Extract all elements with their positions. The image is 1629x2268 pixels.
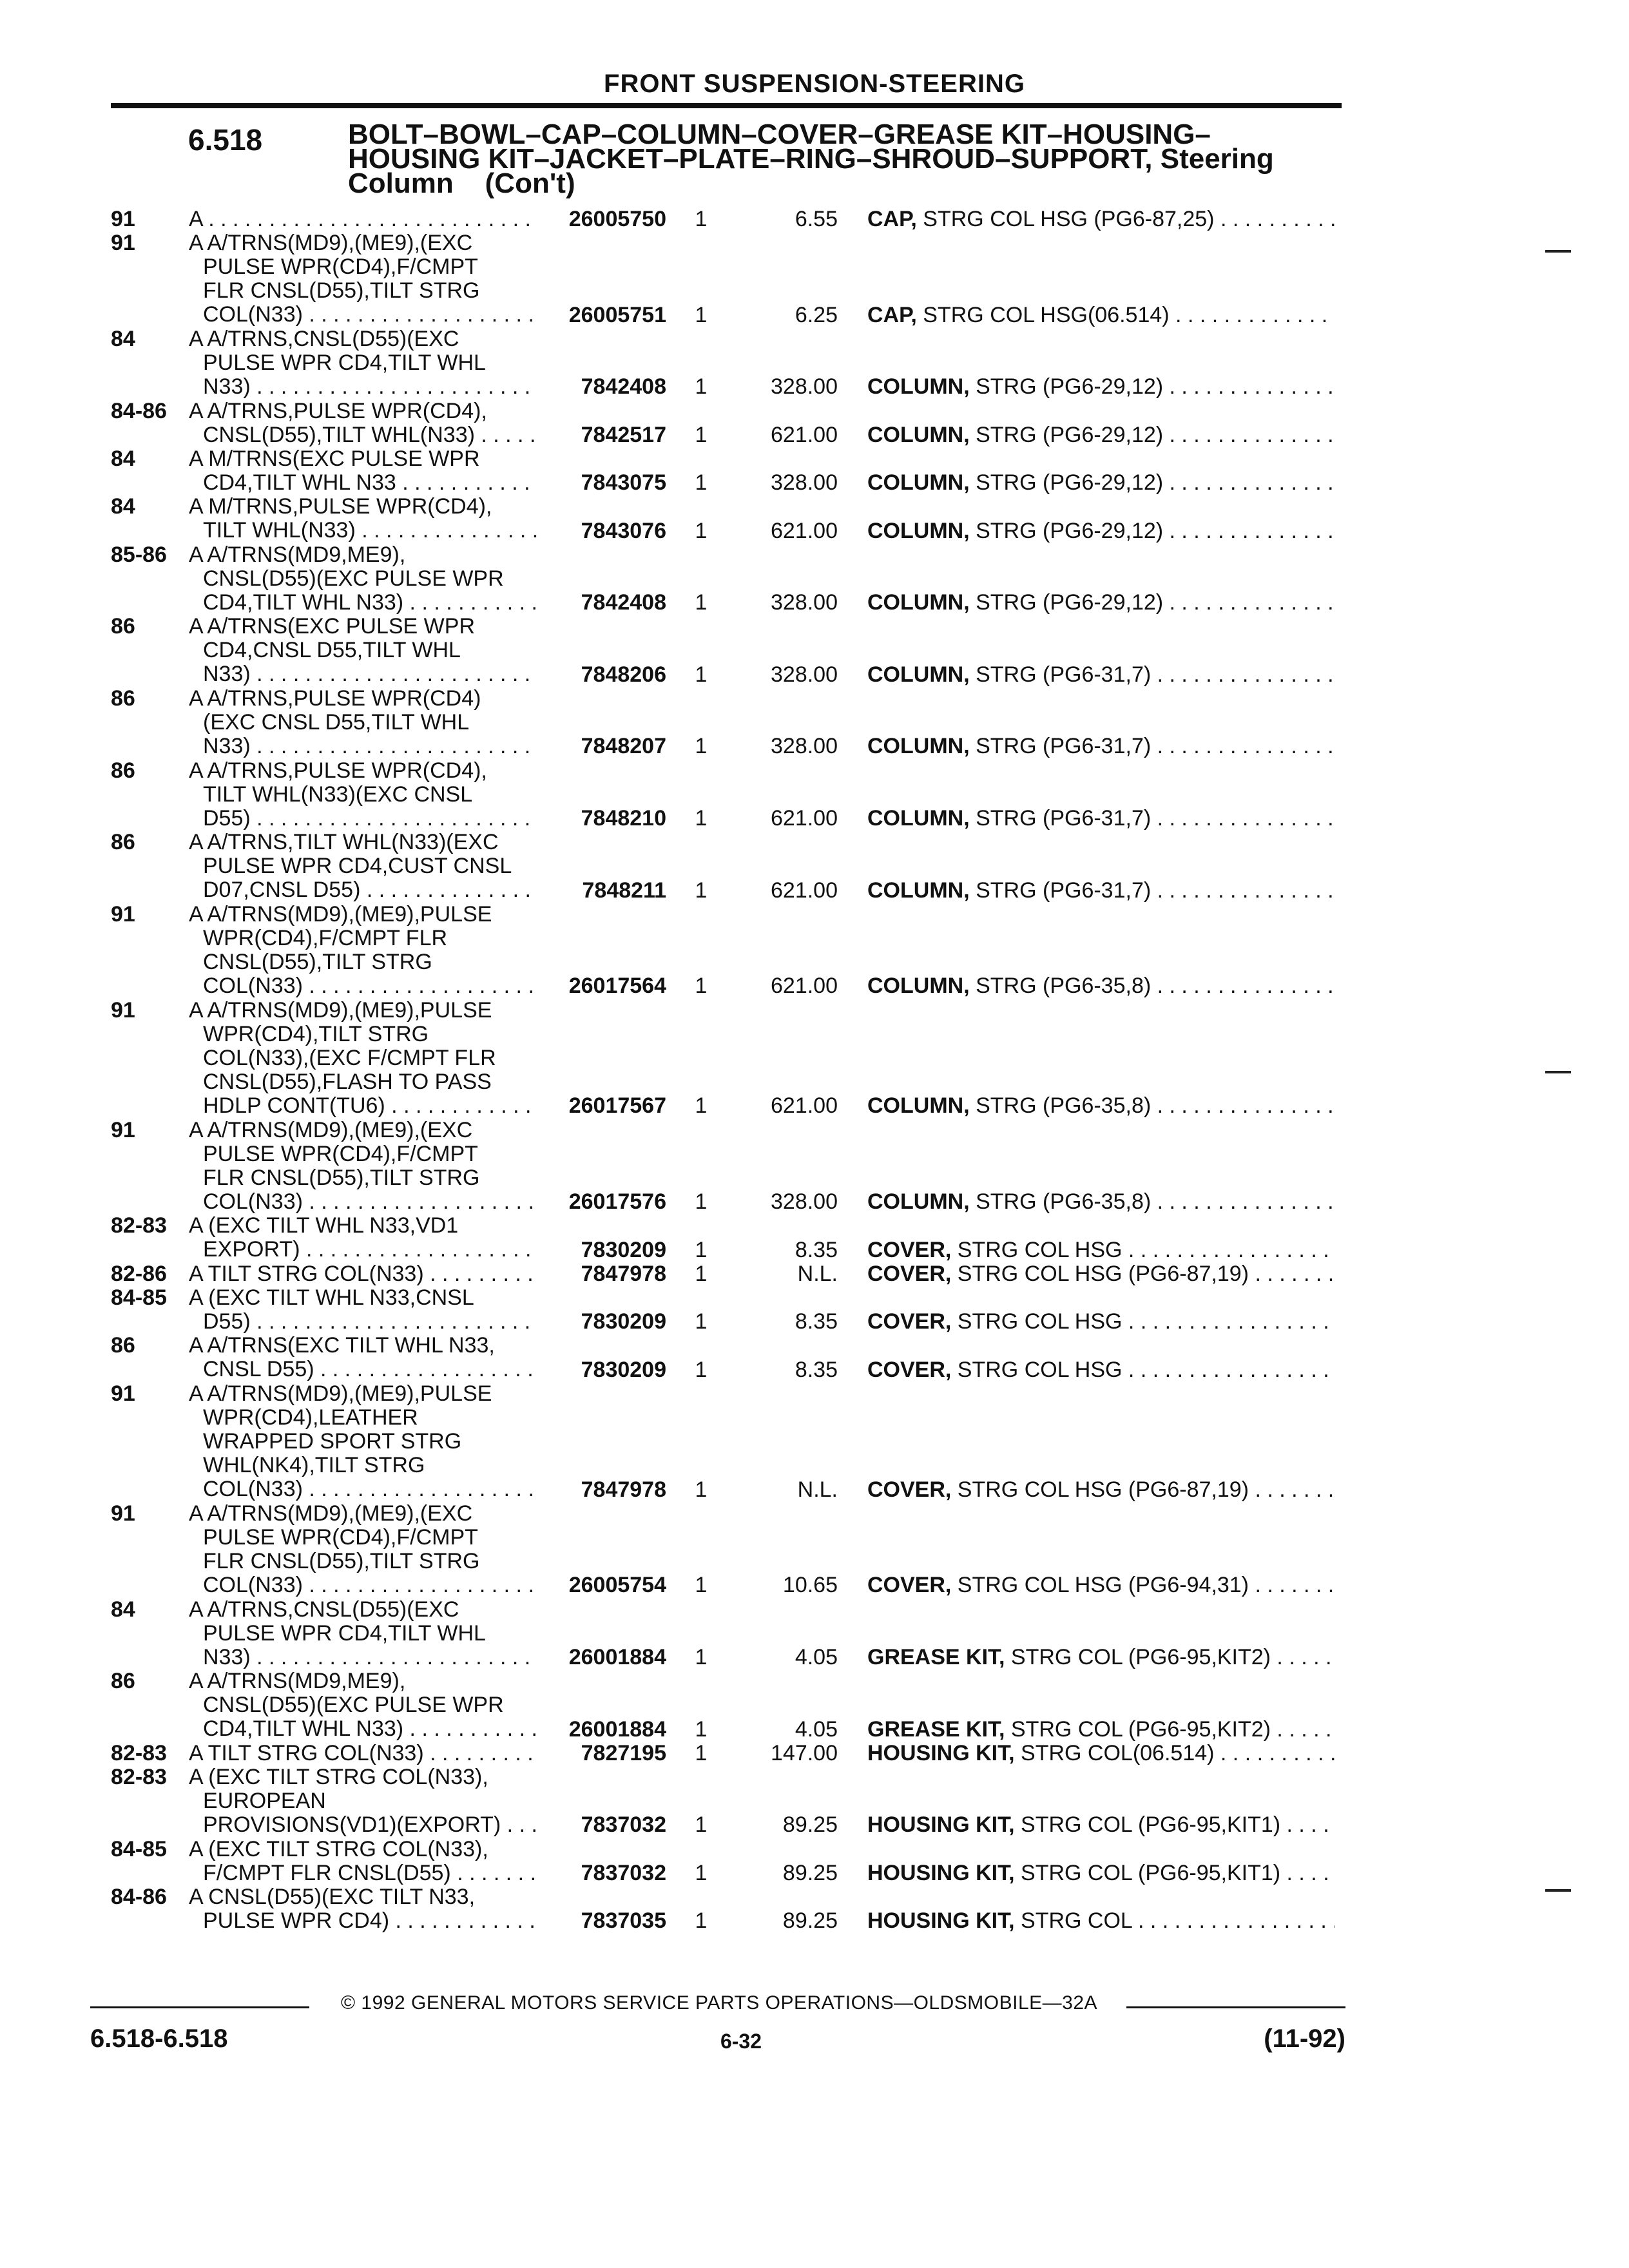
part-name-keyword: COVER, <box>867 1477 952 1502</box>
quantity: 1 <box>695 1716 708 1742</box>
description-line: CD4,CNSL D55,TILT WHL <box>203 639 461 663</box>
price: 10.65 <box>782 1573 838 1598</box>
part-name <box>867 1646 1335 1669</box>
model-year: 91 <box>111 901 135 927</box>
application-description <box>189 207 537 231</box>
description-line: A (EXC TILT STRG COL(N33), <box>189 1837 488 1861</box>
part-name <box>867 807 1335 831</box>
part-name <box>867 1310 1335 1334</box>
footer-rule-left <box>90 2006 309 2008</box>
model-year: 82-83 <box>111 1213 167 1238</box>
description-line: WHL(NK4),TILT STRG <box>203 1453 425 1477</box>
part-name-keyword: CAP, <box>867 207 917 231</box>
part-name-keyword: COLUMN, <box>867 662 970 687</box>
price: 328.00 <box>771 590 838 615</box>
application-description <box>189 543 537 615</box>
description-line: CNSL(D55),TILT WHL(N33) . . . <box>189 423 537 447</box>
part-name-detail: STRG (PG6-29,12) <box>969 471 1164 495</box>
application-description <box>189 1742 537 1765</box>
application-description <box>189 1885 537 1933</box>
part-number: 7827195 <box>539 1742 666 1765</box>
price: 328.00 <box>771 470 838 495</box>
description-line: PULSE WPR CD4,CUST CNSL <box>203 854 512 879</box>
description-line: COL(N33) . . . <box>189 1573 537 1597</box>
description-line: A A/TRNS,PULSE WPR(CD4), <box>189 399 487 423</box>
part-number: 26017567 <box>539 1094 666 1118</box>
application-description <box>189 327 537 399</box>
description-line: CD4,TILT WHL N33 . . . <box>189 471 537 495</box>
application-description <box>189 903 537 998</box>
application-description <box>189 495 537 543</box>
part-number: 26017564 <box>539 974 666 998</box>
part-name-keyword: COLUMN, <box>867 974 970 999</box>
description-line: CNSL D55) . . . <box>189 1358 537 1381</box>
part-name-detail: STRG COL (PG6-95,KIT2) <box>1005 1645 1271 1669</box>
part-name <box>867 1909 1335 1933</box>
margin-mark <box>1545 1889 1571 1892</box>
footer-section-range: 6.518-6.518 <box>90 2024 228 2053</box>
part-name <box>867 471 1335 495</box>
quantity: 1 <box>695 470 708 495</box>
model-year: 84 <box>111 1597 135 1622</box>
model-year: 91 <box>111 207 135 231</box>
price: 6.55 <box>795 207 838 231</box>
description-line: D07,CNSL D55) . . . <box>189 878 537 902</box>
description-line: A M/TRNS(EXC PULSE WPR <box>189 447 480 471</box>
part-name <box>867 519 1335 543</box>
description-line: EUROPEAN <box>203 1789 326 1813</box>
quantity: 1 <box>695 974 708 999</box>
application-description <box>189 399 537 447</box>
description-line: FLR CNSL(D55),TILT STRG <box>203 1549 480 1573</box>
description-line: TILT WHL(N33) . . . <box>189 519 537 543</box>
part-name-keyword: HOUSING KIT, <box>867 1861 1015 1885</box>
part-name-detail: STRG (PG6-31,7) <box>969 735 1152 759</box>
part-number: 7837035 <box>539 1909 666 1933</box>
description-line: A M/TRNS,PULSE WPR(CD4), <box>189 495 492 519</box>
description-line: COL(N33) . . . <box>189 1190 537 1214</box>
quantity: 1 <box>695 1573 708 1598</box>
quantity: 1 <box>695 805 708 831</box>
part-number: 7842408 <box>539 375 666 399</box>
description-line: A A/TRNS(EXC TILT WHL N33, <box>189 1334 495 1358</box>
part-name <box>867 1813 1335 1837</box>
part-name-detail: STRG (PG6-35,8) <box>969 1094 1152 1119</box>
application-description <box>189 687 537 758</box>
part-number: 7842408 <box>539 591 666 615</box>
quantity: 1 <box>695 1740 708 1765</box>
description-line: A A/TRNS,TILT WHL(N33)(EXC <box>189 831 499 855</box>
application-description <box>189 999 537 1118</box>
description-line: COL(N33) . . . <box>189 1477 537 1501</box>
price: 4.05 <box>795 1644 838 1669</box>
model-year: 86 <box>111 758 135 783</box>
part-number: 7830209 <box>539 1358 666 1382</box>
quantity: 1 <box>695 1189 708 1215</box>
section-number: 6.518 <box>188 123 263 157</box>
quantity: 1 <box>695 734 708 759</box>
model-year: 82-86 <box>111 1261 167 1286</box>
model-year: 86 <box>111 614 135 639</box>
price: 8.35 <box>795 1309 838 1334</box>
price: 89.25 <box>782 1860 838 1885</box>
description-line: A A/TRNS(MD9),(ME9),(EXC <box>189 231 473 256</box>
part-name-keyword: HOUSING KIT, <box>867 1741 1015 1765</box>
model-year: 84 <box>111 494 135 519</box>
part-number: 26005754 <box>539 1573 666 1597</box>
description-line: A . . . <box>189 207 537 231</box>
price: 8.35 <box>795 1357 838 1382</box>
model-year: 84 <box>111 447 135 471</box>
description-line: WPR(CD4),TILT STRG <box>203 1022 429 1046</box>
application-description <box>189 1334 537 1381</box>
description-line: FLR CNSL(D55),TILT STRG <box>203 1166 480 1190</box>
part-name-keyword: HOUSING KIT, <box>867 1813 1015 1838</box>
description-line: A A/TRNS(MD9),(ME9),(EXC <box>189 1118 473 1142</box>
quantity: 1 <box>695 1261 708 1286</box>
part-name-detail: STRG COL HSG (PG6-87,19) <box>951 1262 1249 1286</box>
part-name <box>867 1262 1335 1286</box>
part-name-keyword: COLUMN, <box>867 1094 970 1119</box>
part-number: 7830209 <box>539 1238 666 1262</box>
part-name-detail: STRG COL HSG <box>951 1310 1123 1334</box>
part-name-keyword: COLUMN, <box>867 471 970 495</box>
part-name-keyword: COVER, <box>867 1573 952 1598</box>
description-line: A A/TRNS(MD9,ME9), <box>189 1669 406 1694</box>
application-description <box>189 1382 537 1501</box>
quantity: 1 <box>695 878 708 903</box>
quantity: 1 <box>695 1309 708 1334</box>
quantity: 1 <box>695 518 708 543</box>
quantity: 1 <box>695 1093 708 1119</box>
part-name-detail: STRG COL(06.514) <box>1014 1741 1215 1765</box>
part-name-detail: STRG (PG6-31,7) <box>969 878 1152 903</box>
price: 147.00 <box>771 1740 838 1765</box>
description-line: COL(N33) . . . <box>189 303 537 327</box>
part-name-detail: STRG (PG6-29,12) <box>969 375 1164 399</box>
part-name <box>867 375 1335 399</box>
model-year: 84-86 <box>111 1885 167 1909</box>
price: 328.00 <box>771 662 838 687</box>
description-line: PULSE WPR(CD4),F/CMPT <box>203 255 478 280</box>
part-name <box>867 1478 1335 1502</box>
section-title-line: HOUSING KIT–JACKET–PLATE–RING–SHROUD–SUPPORT, Steering <box>348 143 1274 175</box>
section-title <box>348 119 1340 199</box>
description-line: A TILT STRG COL(N33) . . . <box>189 1742 537 1765</box>
model-year: 91 <box>111 997 135 1023</box>
margin-mark <box>1545 250 1571 253</box>
part-name-detail: STRG COL HSG (PG6-87,25) <box>916 207 1215 231</box>
description-line: CNSL(D55),TILT STRG <box>203 950 432 974</box>
description-line: A TILT STRG COL(N33) . . . <box>189 1262 537 1286</box>
quantity: 1 <box>695 374 708 399</box>
model-year: 86 <box>111 686 135 711</box>
part-name-detail: STRG (PG6-29,12) <box>969 519 1164 543</box>
price: 8.35 <box>795 1237 838 1262</box>
part-name-detail: STRG (PG6-29,12) <box>969 423 1164 447</box>
application-description <box>189 1765 537 1837</box>
footer-rule-right <box>1126 2006 1345 2008</box>
description-line: A A/TRNS(EXC PULSE WPR <box>189 615 475 639</box>
application-description <box>189 759 537 831</box>
part-name-detail: STRG (PG6-35,8) <box>969 974 1152 999</box>
part-name <box>867 303 1335 327</box>
part-name <box>867 974 1335 998</box>
price: 621.00 <box>771 518 838 543</box>
application-description <box>189 1286 537 1334</box>
part-name-keyword: COLUMN, <box>867 423 970 447</box>
description-line: PULSE WPR CD4) . . . <box>189 1909 537 1933</box>
quantity: 1 <box>695 1477 708 1502</box>
description-line: CNSL(D55),FLASH TO PASS <box>203 1070 492 1094</box>
section-title-line: Column (Con't) <box>348 168 575 199</box>
quantity: 1 <box>695 590 708 615</box>
quantity: 1 <box>695 1644 708 1669</box>
quantity: 1 <box>695 422 708 447</box>
model-year: 85-86 <box>111 542 167 567</box>
part-name-keyword: GREASE KIT, <box>867 1717 1005 1742</box>
header-rule <box>111 103 1342 108</box>
application-description <box>189 1669 537 1741</box>
model-year: 86 <box>111 1669 135 1694</box>
part-name-keyword: COVER, <box>867 1358 952 1382</box>
part-name-detail: STRG COL (PG6-95,KIT2) <box>1005 1717 1271 1742</box>
part-name-keyword: CAP, <box>867 303 917 327</box>
part-name-keyword: COLUMN, <box>867 806 970 831</box>
description-line: CD4,TILT WHL N33) . . . <box>189 1717 537 1741</box>
quantity: 1 <box>695 662 708 687</box>
model-year: 84-85 <box>111 1836 167 1861</box>
quantity: 1 <box>695 207 708 231</box>
part-name-keyword: COVER, <box>867 1238 952 1262</box>
application-description <box>189 1214 537 1262</box>
description-line: A A/TRNS(MD9),(ME9),PULSE <box>189 998 492 1023</box>
application-description <box>189 447 537 495</box>
part-name <box>867 1358 1335 1382</box>
quantity: 1 <box>695 1812 708 1838</box>
model-year: 84-86 <box>111 398 167 423</box>
part-name <box>867 1718 1335 1742</box>
description-line: COL(N33) . . . <box>189 974 537 998</box>
part-name-detail: STRG (PG6-35,8) <box>969 1190 1152 1215</box>
application-description <box>189 231 537 327</box>
part-name-keyword: COVER, <box>867 1262 952 1286</box>
part-number: 26001884 <box>539 1646 666 1669</box>
part-name-detail: STRG COL HSG <box>951 1238 1123 1262</box>
description-line: D55) . . . <box>189 807 537 831</box>
part-number: 7848211 <box>539 879 666 903</box>
model-year: 82-83 <box>111 1740 167 1765</box>
description-line: TILT WHL(N33)(EXC CNSL <box>203 782 473 807</box>
part-number: 26005750 <box>539 207 666 231</box>
part-number: 26005751 <box>539 303 666 327</box>
price: 621.00 <box>771 878 838 903</box>
part-name-keyword: COLUMN, <box>867 591 970 615</box>
part-name-detail: STRG COL <box>1014 1909 1132 1934</box>
part-name-detail: STRG COL HSG(06.514) <box>916 303 1170 327</box>
application-description <box>189 1119 537 1214</box>
price: 6.25 <box>795 302 838 327</box>
part-name-keyword: COLUMN, <box>867 878 970 903</box>
part-name <box>867 591 1335 615</box>
description-line: N33) . . . <box>189 735 537 758</box>
part-number: 7848206 <box>539 663 666 687</box>
model-year: 91 <box>111 1381 135 1406</box>
description-line: A A/TRNS,CNSL(D55)(EXC <box>189 327 459 351</box>
price: 621.00 <box>771 422 838 447</box>
model-year: 82-83 <box>111 1765 167 1789</box>
part-name-detail: STRG (PG6-31,7) <box>969 806 1152 831</box>
part-name <box>867 1238 1335 1262</box>
part-number: 7843076 <box>539 519 666 543</box>
margin-mark <box>1545 1071 1571 1073</box>
price: 4.05 <box>795 1716 838 1742</box>
price: 328.00 <box>771 734 838 759</box>
description-line: A A/TRNS(MD9),(ME9),PULSE <box>189 902 492 927</box>
part-number: 7848207 <box>539 735 666 758</box>
description-line: N33) . . . <box>189 375 537 399</box>
part-name-keyword: COLUMN, <box>867 1190 970 1215</box>
description-line: CD4,TILT WHL N33) . . . <box>189 591 537 615</box>
part-name-keyword: COLUMN, <box>867 735 970 759</box>
description-line: A A/TRNS,PULSE WPR(CD4) <box>189 687 481 711</box>
model-year: 84 <box>111 327 135 351</box>
model-year: 84-85 <box>111 1285 167 1310</box>
price: 89.25 <box>782 1812 838 1838</box>
description-line: A A/TRNS(MD9),(ME9),(EXC <box>189 1501 473 1526</box>
description-line: PULSE WPR CD4,TILT WHL <box>203 1621 486 1646</box>
description-line: PULSE WPR CD4,TILT WHL <box>203 351 486 375</box>
description-line: A A/TRNS(MD9,ME9), <box>189 543 406 567</box>
page-header-title: FRONT SUSPENSION-STEERING <box>604 70 1025 98</box>
quantity: 1 <box>695 1860 708 1885</box>
part-name-keyword: GREASE KIT, <box>867 1645 1005 1669</box>
description-line: CNSL(D55)(EXC PULSE WPR <box>203 566 504 591</box>
description-line: N33) . . . <box>189 662 537 686</box>
part-name <box>867 423 1335 447</box>
part-number: 7837032 <box>539 1861 666 1885</box>
part-name <box>867 735 1335 758</box>
application-description <box>189 1838 537 1885</box>
description-line: PULSE WPR(CD4),F/CMPT <box>203 1525 478 1550</box>
description-line: N33) . . . <box>189 1646 537 1669</box>
description-line: COL(N33),(EXC F/CMPT FLR <box>203 1046 496 1070</box>
description-line: PROVISIONS(VD1)(EXPORT) . . . <box>189 1813 537 1837</box>
part-number: 7843075 <box>539 471 666 495</box>
model-year: 86 <box>111 830 135 855</box>
footer-copyright: © 1992 GENERAL MOTORS SERVICE PARTS OPERATIONS—OLDSMOBILE—32A <box>340 1992 1098 2013</box>
section-title-line: BOLT–BOWL–CAP–COLUMN–COVER–GREASE KIT–HOUSING– <box>348 119 1211 150</box>
model-year: 91 <box>111 1501 135 1526</box>
part-name <box>867 1190 1335 1214</box>
model-year: 91 <box>111 231 135 256</box>
part-number: 7848210 <box>539 807 666 831</box>
description-line: A A/TRNS,PULSE WPR(CD4), <box>189 758 487 783</box>
part-number: 26001884 <box>539 1718 666 1742</box>
part-number: 7847978 <box>539 1478 666 1502</box>
model-year: 91 <box>111 1117 135 1142</box>
price: 328.00 <box>771 1189 838 1215</box>
description-line: WPR(CD4),LEATHER <box>203 1405 418 1430</box>
description-line: FLR CNSL(D55),TILT STRG <box>203 279 480 303</box>
price: 621.00 <box>771 805 838 831</box>
part-name-detail: STRG (PG6-31,7) <box>969 662 1152 687</box>
part-name-detail: STRG COL HSG (PG6-87,19) <box>951 1477 1249 1502</box>
footer-page-number: 6-32 <box>720 2030 762 2053</box>
part-number: 26017576 <box>539 1190 666 1214</box>
application-description <box>189 1598 537 1669</box>
part-name <box>867 663 1335 687</box>
application-description <box>189 831 537 902</box>
application-description <box>189 1502 537 1597</box>
part-name-keyword: COLUMN, <box>867 519 970 543</box>
price: 621.00 <box>771 1093 838 1119</box>
quantity: 1 <box>695 1237 708 1262</box>
description-line: D55) . . . <box>189 1310 537 1334</box>
application-description <box>189 615 537 686</box>
part-name-detail: STRG (PG6-29,12) <box>969 591 1164 615</box>
description-line: WRAPPED SPORT STRG <box>203 1429 462 1454</box>
part-name <box>867 207 1335 231</box>
part-number: 7830209 <box>539 1310 666 1334</box>
part-name <box>867 1573 1335 1597</box>
description-line: EXPORT) . . . <box>189 1238 537 1262</box>
model-year: 86 <box>111 1333 135 1358</box>
part-name <box>867 879 1335 903</box>
part-name-detail: STRG COL HSG <box>951 1358 1123 1382</box>
part-name-keyword: COLUMN, <box>867 375 970 399</box>
description-line: A (EXC TILT STRG COL(N33), <box>189 1765 488 1789</box>
part-number: 7842517 <box>539 423 666 447</box>
price: 328.00 <box>771 374 838 399</box>
description-line: A A/TRNS(MD9),(ME9),PULSE <box>189 1381 492 1406</box>
description-line: HDLP CONT(TU6) . . . <box>189 1094 537 1118</box>
part-name <box>867 1094 1335 1118</box>
footer-date: (11-92) <box>1264 2024 1345 2053</box>
description-line: CNSL(D55)(EXC PULSE WPR <box>203 1693 504 1718</box>
part-name-detail: STRG COL (PG6-95,KIT1) <box>1014 1861 1281 1885</box>
part-name <box>867 1861 1335 1885</box>
part-name-keyword: HOUSING KIT, <box>867 1909 1015 1934</box>
application-description <box>189 1262 537 1286</box>
price: 89.25 <box>782 1908 838 1934</box>
description-line: A CNSL(D55)(EXC TILT N33, <box>189 1885 476 1909</box>
description-line: (EXC CNSL D55,TILT WHL <box>203 711 470 735</box>
description-line: A (EXC TILT WHL N33,CNSL <box>189 1286 474 1310</box>
description-line: A A/TRNS,CNSL(D55)(EXC <box>189 1597 459 1622</box>
quantity: 1 <box>695 1357 708 1382</box>
part-number: 7837032 <box>539 1813 666 1837</box>
description-line: A (EXC TILT WHL N33,VD1 <box>189 1214 459 1238</box>
description-line: PULSE WPR(CD4),F/CMPT <box>203 1142 478 1166</box>
part-name <box>867 1742 1335 1765</box>
part-name-keyword: COVER, <box>867 1310 952 1334</box>
quantity: 1 <box>695 302 708 327</box>
price: N.L. <box>797 1477 838 1502</box>
part-number: 7847978 <box>539 1262 666 1286</box>
price: 621.00 <box>771 974 838 999</box>
part-name-detail: STRG COL HSG (PG6-94,31) <box>951 1573 1249 1598</box>
description-line: F/CMPT FLR CNSL(D55) . . . <box>189 1861 537 1885</box>
description-line: WPR(CD4),F/CMPT FLR <box>203 926 448 950</box>
quantity: 1 <box>695 1908 708 1934</box>
part-name-detail: STRG COL (PG6-95,KIT1) <box>1014 1813 1281 1838</box>
price: N.L. <box>797 1261 838 1286</box>
